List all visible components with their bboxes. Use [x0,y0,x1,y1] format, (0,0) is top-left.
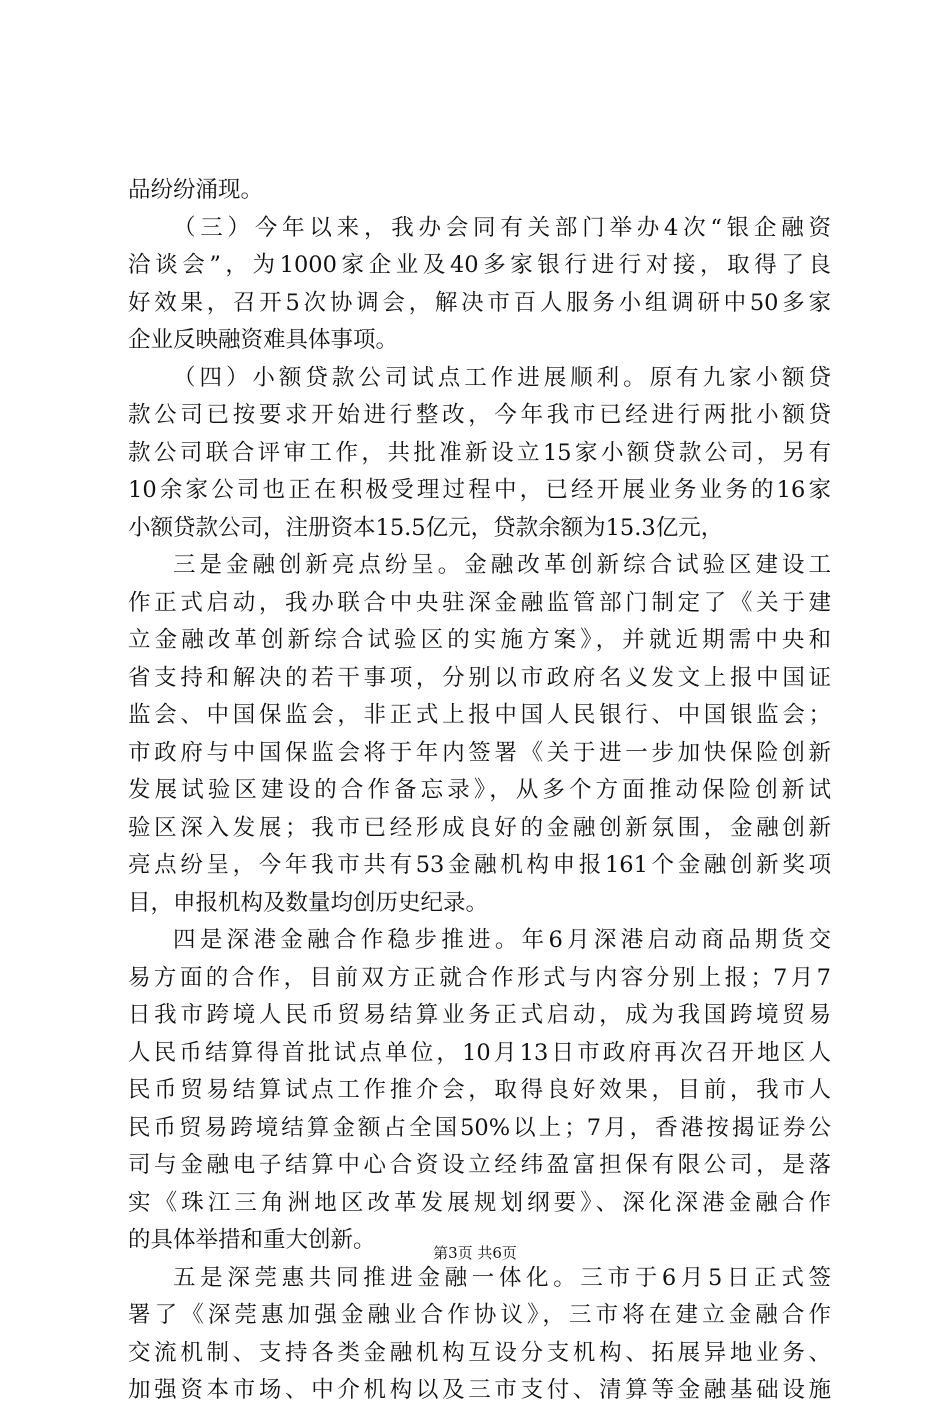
text-line: 署了《深莞惠加强金融业合作协议》，三市将在建立金融合作 [128,1302,831,1328]
text-line: （三）今年以来，我办会同有关部门举办4次“银企融资 [173,214,831,241]
text-line: 民币贸易跨境结算金额占全国50%以上；7月，香港按揭证券公 [128,1114,831,1141]
text-line: 监会、中国保监会，非正式上报中国人民银行、中国银监会； [128,702,831,728]
text-line: 人民币结算得首批试点单位，10月13日市政府再次召开地区人 [128,1039,831,1066]
text-line: 款公司联合评审工作，共批准新设立15家小额贷款公司，另有 [128,439,831,466]
text-line: 市政府与中国保监会将于年内签署《关于进一步加快保险创新 [128,739,831,766]
text-line: 企业反映融资难具体事项。 [128,327,399,353]
text-line: 民币贸易结算试点工作推介会，取得良好效果，目前，我市人 [128,1077,831,1103]
text-line: 交流机制、支持各类金融机构互设分支机构、拓展异地业务、 [128,1339,831,1366]
text-line: （四）小额贷款公司试点工作进展顺利。原有九家小额贷 [173,364,831,391]
text-line: 的具体举措和重大创新。 [128,1227,376,1253]
text-line: 小额贷款公司，注册资本15.5亿元，贷款余额为15.3亿元， [128,514,724,541]
text-line: 品纷纷涌现。 [128,177,264,203]
text-line: 省支持和解决的若干事项，分别以市政府名义发文上报中国证 [128,664,831,691]
text-line: 日我市跨境人民币贸易结算业务正式启动，成为我国跨境贸易 [128,1002,831,1028]
body-text [128,172,831,1410]
text-line: 洽谈会”，为1000家企业及40多家银行进行对接，取得了良 [128,252,831,278]
text-line: 发展试验区建设的合作备忘录》，从多个方面推动保险创新试 [128,777,831,803]
text-line: 五是深莞惠共同推进金融一体化。三市于6月5日正式签 [173,1264,831,1291]
text-line: 10余家公司也正在积极受理过程中，已经开展业务业务的16家 [128,477,831,503]
text-line: 立金融改革创新综合试验区的实施方案》，并就近期需中央和 [128,627,831,653]
text-line: 款公司已按要求开始进行整改，今年我市已经进行两批小额贷 [128,402,831,428]
text-line: 作正式启动，我办联合中央驻深金融监管部门制定了《关于建 [128,589,831,616]
text-line: 好效果，召开5次协调会，解决市百人服务小组调研中50多家 [128,289,831,316]
text-line: 实《珠江三角洲地区改革发展规划纲要》、深化深港金融合作 [128,1189,831,1216]
text-line: 司与金融电子结算中心合资设立经纬盈富担保有限公司，是落 [128,1152,831,1178]
text-line: 亮点纷呈，今年我市共有53金融机构申报161个金融创新奖项 [128,852,831,878]
text-line: 目，申报机构及数量均创历史纪录。 [128,889,489,916]
text-line: 加强资本市场、中介机构以及三市支付、清算等金融基础设施 [128,1377,831,1403]
text-line: 验区深入发展；我市已经形成良好的金融创新氛围，金融创新 [128,814,831,841]
page-footer: 第3页 共6页 [433,1244,517,1262]
text-line: 四是深港金融合作稳步推进。年6月深港启动商品期货交 [173,927,831,953]
text-line: 三是金融创新亮点纷呈。金融改革创新综合试验区建设工 [173,552,831,578]
text-line: 易方面的合作，目前双方正就合作形式与内容分别上报；7月7 [128,964,831,991]
